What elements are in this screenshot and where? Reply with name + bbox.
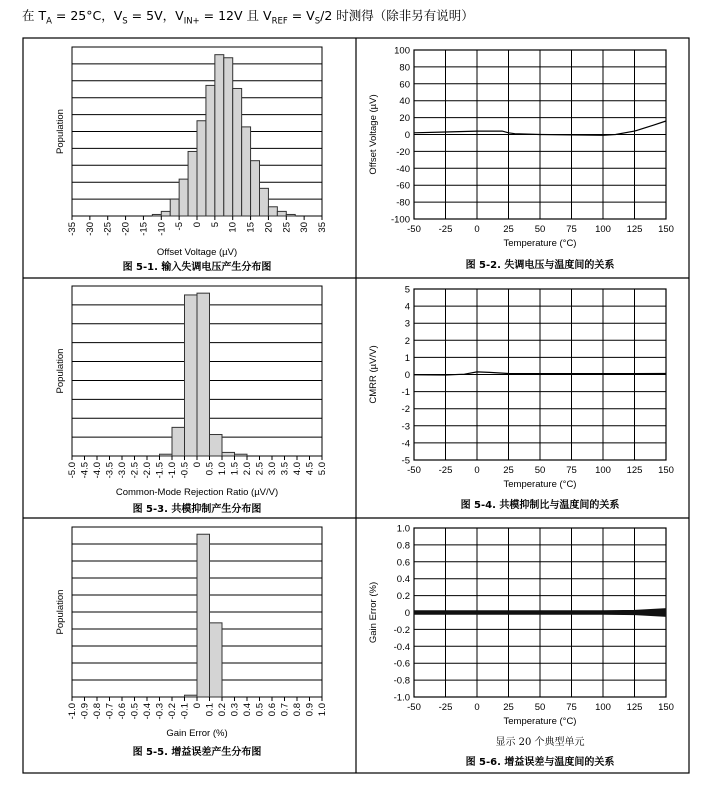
x-tick-label: 0.1 [204, 703, 216, 717]
y-tick-label: 0.6 [396, 557, 410, 569]
y-axis-label: Population [55, 348, 66, 394]
histogram-bar [286, 214, 295, 216]
x-tick-label: -50 [407, 224, 421, 235]
x-tick-label: 2.0 [242, 462, 253, 476]
figure-caption: 图 5-6. 增益误差与温度间的关系 [465, 757, 615, 768]
x-tick-label: 0.8 [292, 703, 303, 717]
y-tick-label: 20 [399, 113, 410, 125]
x-tick-label: -50 [407, 702, 421, 713]
x-tick-label: -0.7 [104, 703, 116, 720]
y-tick-label: -1.0 [393, 692, 410, 704]
histogram-bar [152, 214, 161, 216]
x-tick-label: 25 [503, 465, 514, 476]
x-tick-label: -3.5 [104, 462, 116, 479]
x-tick-label: 4.5 [304, 462, 316, 476]
x-tick-label: 25 [281, 222, 293, 233]
y-tick-label: -2 [401, 404, 410, 416]
y-tick-label: 1 [404, 352, 410, 364]
x-tick-label: 25 [503, 702, 514, 713]
figure-caption: 图 5-1. 输入失调电压产生分布图 [122, 262, 272, 273]
x-tick-label: -0.3 [154, 703, 166, 720]
x-tick-label: 5 [209, 222, 221, 228]
y-tick-label: 60 [399, 79, 410, 91]
x-tick-label: 125 [626, 465, 643, 476]
histogram-bar [160, 454, 173, 456]
x-tick-label: 0.5 [204, 462, 216, 476]
x-tick-label: 0.3 [229, 703, 241, 717]
x-tick-label: -5.0 [67, 462, 78, 479]
y-tick-label: 0 [404, 130, 410, 141]
y-tick-label: 5 [404, 284, 410, 296]
x-tick-label: 1.5 [229, 462, 241, 476]
y-tick-label: 0 [404, 370, 410, 381]
x-axis-label: Temperature (°C) [503, 238, 577, 249]
histogram-bar [197, 121, 206, 216]
x-tick-label: -5 [174, 222, 186, 231]
y-tick-label: -80 [396, 197, 410, 209]
y-tick-label: 0.8 [396, 540, 410, 552]
histogram-bar [188, 151, 197, 216]
figure-note: 显示 20 个典型单元 [495, 737, 585, 748]
x-tick-label: 75 [566, 702, 577, 713]
histogram-bar [197, 293, 210, 456]
histogram-bar [251, 161, 260, 216]
histogram-bar [277, 211, 286, 216]
y-tick-label: -60 [396, 180, 410, 192]
y-tick-label: -1 [401, 387, 410, 399]
header-text: 在 T [22, 8, 47, 23]
y-tick-label: -5 [401, 455, 410, 467]
x-tick-label: 0 [474, 224, 480, 235]
y-tick-label: -0.2 [393, 624, 410, 636]
histogram-bar [210, 623, 223, 697]
x-tick-label: 35 [317, 222, 328, 233]
x-tick-label: 0.4 [242, 703, 253, 717]
x-tick-label: -0.6 [117, 703, 128, 720]
x-tick-label: 50 [534, 465, 546, 476]
x-tick-label: 100 [595, 465, 611, 476]
header-sub: REF [271, 16, 288, 27]
x-tick-label: 75 [566, 465, 577, 476]
x-tick-label: 30 [299, 222, 311, 233]
x-tick-label: 0.6 [267, 703, 278, 717]
y-tick-label: -20 [396, 146, 410, 158]
x-tick-label: 0 [192, 462, 203, 468]
x-tick-label: 150 [658, 702, 674, 713]
x-tick-label: -0.1 [179, 703, 191, 720]
x-tick-label: -4.5 [79, 462, 91, 479]
x-tick-label: -0.2 [167, 703, 178, 720]
x-tick-label: 50 [534, 224, 546, 235]
histogram-bar [224, 58, 233, 216]
y-tick-label: -0.4 [393, 641, 410, 653]
x-tick-label: -0.5 [179, 462, 191, 479]
x-tick-label: 2.5 [254, 462, 266, 476]
histogram-bar [185, 695, 198, 697]
histogram-bar [161, 211, 170, 216]
x-tick-label: 50 [534, 702, 546, 713]
x-tick-label: 1.0 [317, 703, 328, 717]
x-tick-label: 125 [626, 224, 643, 235]
y-tick-label: 40 [399, 96, 410, 108]
x-tick-label: -50 [407, 465, 421, 476]
header-text: = 5V，V [127, 8, 184, 23]
header-sub: IN+ [183, 16, 200, 27]
x-tick-label: 3.0 [267, 462, 278, 476]
y-tick-label: 80 [399, 62, 410, 74]
x-tick-label: -25 [438, 465, 453, 476]
x-tick-label: 0 [192, 703, 203, 709]
x-tick-label: 4.0 [292, 462, 303, 476]
x-tick-label: 100 [595, 702, 611, 713]
histogram-bar [185, 295, 198, 456]
x-tick-label: -1.0 [167, 462, 178, 479]
figure-caption: 图 5-3. 共模抑制产生分布图 [132, 504, 262, 515]
x-tick-label: 0 [474, 702, 480, 713]
x-tick-label: 1.0 [217, 462, 228, 476]
y-tick-label: 1.0 [396, 523, 410, 535]
header-text: = V [287, 8, 315, 23]
x-tick-label: 75 [566, 224, 577, 235]
x-tick-label: 100 [595, 224, 611, 235]
header-text: /2 时测得（除非另有说明） [320, 8, 474, 23]
figure-caption: 图 5-5. 增益误差产生分布图 [132, 747, 262, 758]
x-tick-label: 5.0 [317, 462, 328, 476]
header-sub: S [314, 16, 321, 27]
header-text: = 25°C，V [51, 8, 123, 23]
y-tick-label: 3 [404, 318, 410, 330]
x-tick-label: -15 [138, 222, 150, 236]
histogram-bar [235, 454, 248, 456]
y-tick-label: 4 [404, 301, 410, 313]
x-tick-label: -25 [438, 702, 453, 713]
histogram-bar [210, 435, 223, 456]
x-tick-label: 0 [474, 465, 480, 476]
x-tick-label: -0.9 [79, 703, 91, 720]
histogram-bar [260, 188, 269, 216]
x-tick-label: 10 [227, 222, 239, 233]
histogram-bar [172, 427, 185, 456]
x-tick-label: -25 [438, 224, 453, 235]
x-tick-label: -1.5 [154, 462, 166, 479]
y-axis-label: CMRR (µV/V) [368, 345, 379, 404]
x-axis-label: Temperature (°C) [503, 479, 577, 490]
y-tick-label: 100 [394, 45, 410, 57]
histogram-bar [197, 534, 210, 697]
x-tick-label: 0.7 [279, 703, 291, 717]
figure-caption: 图 5-2. 失调电压与温度间的关系 [465, 260, 615, 271]
x-tick-label: -10 [156, 222, 168, 236]
x-tick-label: -2.5 [129, 462, 141, 479]
x-tick-label: 125 [626, 702, 643, 713]
histogram-bar [179, 179, 188, 216]
x-tick-label: -2.0 [142, 462, 153, 479]
x-axis-label: Temperature (°C) [503, 716, 577, 727]
y-tick-label: 0.4 [396, 574, 410, 586]
y-tick-label: -100 [390, 214, 410, 226]
x-tick-label: -0.8 [92, 703, 103, 720]
y-tick-label: -3 [401, 421, 410, 433]
histogram-bar [242, 127, 251, 216]
figure-caption: 图 5-4. 共模抑制比与温度间的关系 [460, 500, 620, 511]
histogram-bar [233, 88, 242, 216]
x-tick-label: 0.9 [304, 703, 316, 717]
header-sub: A [46, 16, 52, 27]
y-tick-label: -4 [401, 438, 410, 450]
x-tick-label: -1.0 [67, 703, 78, 720]
x-axis-label: Common-Mode Rejection Ratio (µV/V) [115, 487, 279, 498]
x-tick-label: -30 [84, 222, 96, 236]
y-axis-label: Offset Voltage (µV) [368, 94, 379, 175]
histogram-bar [170, 199, 179, 216]
y-axis-label: Gain Error (%) [368, 581, 379, 644]
x-tick-label: 150 [658, 224, 674, 235]
y-tick-label: -0.6 [393, 658, 410, 670]
histogram-bar [222, 452, 235, 456]
y-tick-label: 0 [404, 608, 410, 619]
x-tick-label: -35 [67, 222, 78, 236]
y-tick-label: 0.2 [396, 591, 410, 603]
histogram-bar [215, 55, 224, 216]
x-tick-label: 15 [245, 221, 257, 233]
x-axis-label: Gain Error (%) [166, 728, 228, 739]
y-tick-label: -0.8 [393, 675, 410, 687]
x-axis-label: Offset Voltage (µV) [156, 247, 238, 258]
x-tick-label: 0 [192, 222, 203, 228]
x-tick-label: 150 [658, 465, 674, 476]
x-tick-label: -0.4 [142, 703, 153, 720]
y-axis-label: Population [55, 589, 66, 635]
x-tick-label: 20 [263, 222, 275, 233]
x-tick-label: -20 [120, 222, 132, 236]
x-tick-label: 0.5 [254, 703, 266, 717]
header-sub: S [122, 16, 128, 27]
y-tick-label: -40 [396, 163, 410, 175]
x-tick-label: -4.0 [92, 462, 103, 479]
header-text: = 12V 且 V [199, 8, 272, 23]
y-axis-label: Population [55, 109, 66, 154]
y-tick-label: 2 [404, 335, 410, 347]
histogram-bar [268, 207, 277, 216]
x-tick-label: -3.0 [117, 462, 128, 479]
x-tick-label: 3.5 [279, 462, 291, 476]
x-tick-label: 25 [503, 224, 514, 235]
x-tick-label: 0.2 [217, 703, 228, 717]
x-tick-label: -0.5 [129, 703, 141, 720]
histogram-bar [206, 85, 215, 216]
x-tick-label: -25 [102, 222, 114, 236]
